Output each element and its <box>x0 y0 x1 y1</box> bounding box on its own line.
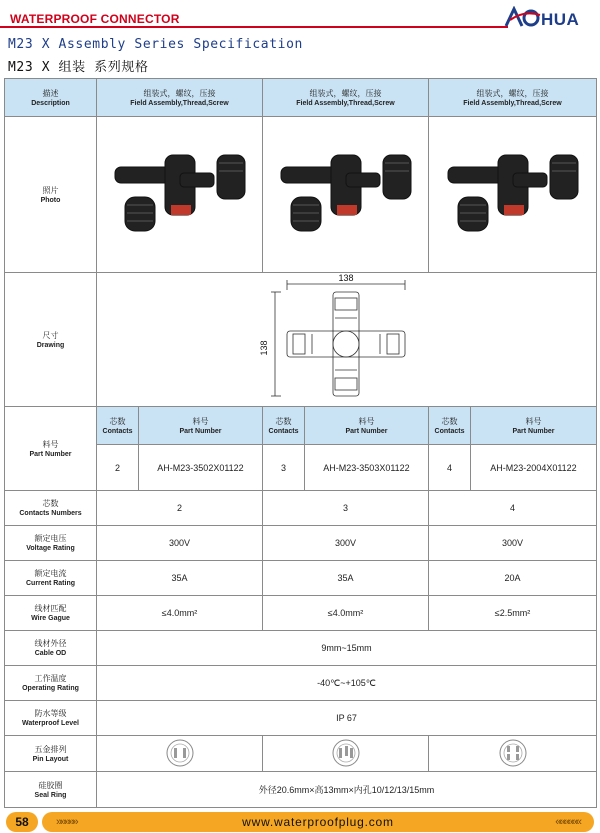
part-number-header-row <box>5 407 597 445</box>
current-row <box>5 561 597 596</box>
page-footer <box>0 810 600 833</box>
cable-od-value: 9mm~15mm <box>97 631 597 666</box>
wire-gauge-value: ≤4.0mm² <box>263 596 429 631</box>
contacts-value: 2 <box>97 445 139 491</box>
description-row <box>5 79 597 117</box>
part-number-value: AH-M23-3503X01122 <box>305 445 429 491</box>
cross-drawing-image <box>97 274 597 404</box>
contacts-numbers-value: 4 <box>429 491 597 526</box>
voltage-row <box>5 526 597 561</box>
operating-row <box>5 666 597 701</box>
seal-ring-row <box>5 772 597 808</box>
operating-value: -40℃~+105℃ <box>97 666 597 701</box>
section-title: WATERPROOF CONNECTOR <box>10 12 180 26</box>
current-label: 额定电流 Current Rating <box>5 561 97 596</box>
seal-ring-value: 外径20.6mm×高13mm×内孔10/12/13/15mm <box>97 772 597 808</box>
pin-layout-3-icon <box>331 738 361 768</box>
description-label: 描述 Description <box>5 79 97 117</box>
contacts-value: 3 <box>263 445 305 491</box>
voltage-value: 300V <box>263 526 429 561</box>
drawing-width-label: 138 <box>338 273 354 283</box>
column-header: 组装式，螺纹，压接 Field Assembly,Thread,Screw <box>97 79 263 117</box>
drawing-label: 尺寸 Drawing <box>5 273 97 407</box>
pin-layout-image <box>263 736 429 772</box>
aohua-logo-icon <box>504 6 588 28</box>
spec-title-cn: M23 X 组装 系列规格 <box>8 60 149 75</box>
pin-layout-4-icon <box>498 738 528 768</box>
voltage-value: 300V <box>97 526 263 561</box>
arrows-right-icon: «««««« <box>555 816 580 828</box>
pn-header: 料号 Part Number <box>139 407 263 445</box>
pin-layout-2-icon <box>165 738 195 768</box>
product-photo <box>263 117 429 273</box>
website-url-text: www.waterproofplug.com <box>242 815 394 829</box>
product-photo <box>429 117 597 273</box>
contacts-numbers-label: 芯数 Contacts Numbers <box>5 491 97 526</box>
part-number-label: 料号 Part Number <box>5 407 97 491</box>
contacts-header: 芯数 Contacts <box>429 407 471 445</box>
drawing-row <box>5 273 597 407</box>
waterproof-value: IP 67 <box>97 701 597 736</box>
pin-layout-image <box>429 736 597 772</box>
current-value: 20A <box>429 561 597 596</box>
operating-label: 工作温度 Operating Rating <box>5 666 97 701</box>
contacts-numbers-value: 3 <box>263 491 429 526</box>
wire-gauge-row <box>5 596 597 631</box>
waterproof-row <box>5 701 597 736</box>
column-header: 组装式，螺纹，压接 Field Assembly,Thread,Screw <box>429 79 597 117</box>
pin-layout-label: 五金排列 Pin Layout <box>5 736 97 772</box>
part-number-value: AH-M23-2004X01122 <box>471 445 597 491</box>
cable-od-label: 线材外径 Cable OD <box>5 631 97 666</box>
pin-layout-image <box>97 736 263 772</box>
contacts-numbers-row <box>5 491 597 526</box>
t-connector-image <box>271 145 421 245</box>
pin-layout-row <box>5 736 597 772</box>
pn-header: 料号 Part Number <box>471 407 597 445</box>
contacts-header: 芯数 Contacts <box>97 407 139 445</box>
t-connector-image <box>438 145 588 245</box>
waterproof-label: 防水等级 Waterproof Level <box>5 701 97 736</box>
page-number: 58 <box>6 812 38 832</box>
voltage-value: 300V <box>429 526 597 561</box>
header-divider <box>0 26 508 28</box>
wire-gauge-label: 线材匹配 Wire Gague <box>5 596 97 631</box>
photo-row <box>5 117 597 273</box>
voltage-label: 额定电压 Voltage Rating <box>5 526 97 561</box>
contacts-value: 4 <box>429 445 471 491</box>
seal-ring-label: 硅胶圈 Seal Ring <box>5 772 97 808</box>
contacts-header: 芯数 Contacts <box>263 407 305 445</box>
spec-title-en: M23 X Assembly Series Specification <box>8 37 303 52</box>
svg-text:HUA: HUA <box>541 10 580 28</box>
arrows-left-icon: »»»»» <box>56 816 77 828</box>
current-value: 35A <box>97 561 263 596</box>
current-value: 35A <box>263 561 429 596</box>
t-connector-image <box>105 145 255 245</box>
website-url <box>42 812 594 832</box>
drawing-height-label: 138 <box>259 339 269 356</box>
dimension-drawing <box>97 273 597 407</box>
part-number-value: AH-M23-3502X01122 <box>139 445 263 491</box>
brand-logo <box>504 6 588 34</box>
contacts-numbers-value: 2 <box>97 491 263 526</box>
wire-gauge-value: ≤4.0mm² <box>97 596 263 631</box>
page-header <box>0 0 600 32</box>
photo-label: 照片 Photo <box>5 117 97 273</box>
pn-header: 料号 Part Number <box>305 407 429 445</box>
cable-od-row <box>5 631 597 666</box>
wire-gauge-value: ≤2.5mm² <box>429 596 597 631</box>
column-header: 组装式，螺纹，压接 Field Assembly,Thread,Screw <box>263 79 429 117</box>
spec-table <box>4 78 597 808</box>
product-photo <box>97 117 263 273</box>
